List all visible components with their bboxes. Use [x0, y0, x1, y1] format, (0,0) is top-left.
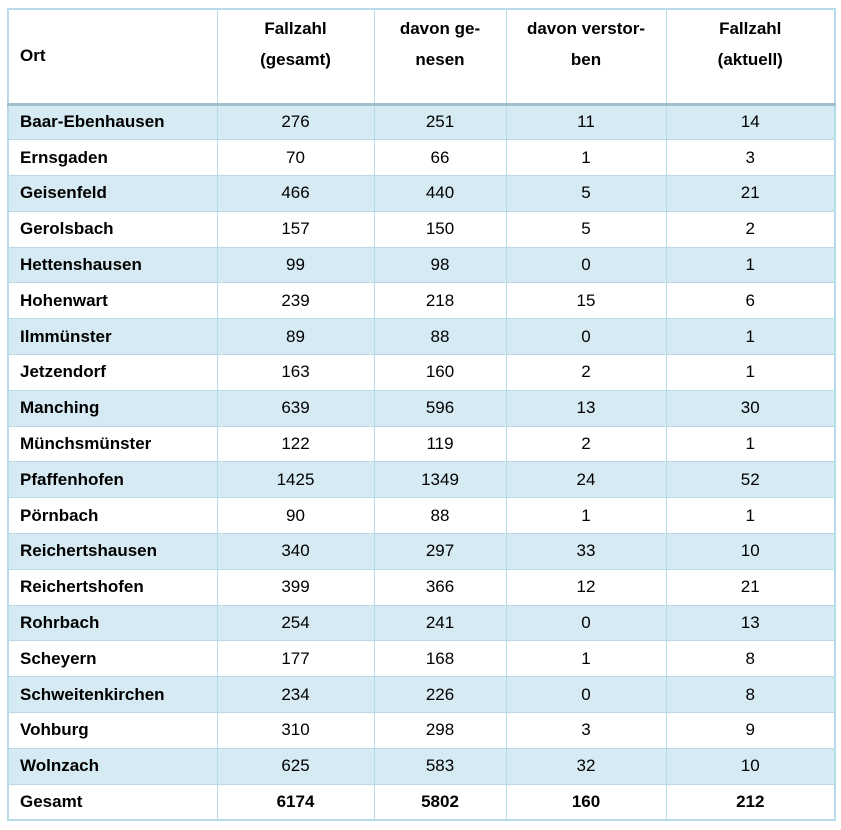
- ort-cell: Ilmmünster: [8, 319, 217, 355]
- ort-cell: Gerolsbach: [8, 211, 217, 247]
- header-line: nesen: [415, 50, 465, 69]
- ort-cell: Hettenshausen: [8, 247, 217, 283]
- fallzahl-aktuell-cell: 9: [666, 713, 835, 749]
- ort-cell: Geisenfeld: [8, 176, 217, 212]
- fallzahl-aktuell-cell: 52: [666, 462, 835, 498]
- davon-genesen-cell: 150: [374, 211, 506, 247]
- davon-genesen-cell: 218: [374, 283, 506, 319]
- covid-cases-table: [7, 8, 836, 821]
- davon-genesen-cell: 168: [374, 641, 506, 677]
- davon-verstorben-cell: 2: [506, 426, 666, 462]
- davon-verstorben-cell: 13: [506, 390, 666, 426]
- davon-genesen-cell: 366: [374, 569, 506, 605]
- column-header-davon-genesen: [374, 9, 506, 104]
- davon-verstorben-cell: 1: [506, 140, 666, 176]
- davon-genesen-cell: 596: [374, 390, 506, 426]
- davon-genesen-cell: 583: [374, 748, 506, 784]
- fallzahl-gesamt-cell: 157: [217, 211, 374, 247]
- ort-cell: Reichertshausen: [8, 534, 217, 570]
- column-header-fallzahl-aktuell: [666, 9, 835, 104]
- ort-cell: Hohenwart: [8, 283, 217, 319]
- table-row: [8, 390, 835, 426]
- fallzahl-gesamt-cell: 234: [217, 677, 374, 713]
- fallzahl-aktuell-cell: 10: [666, 534, 835, 570]
- table-row: [8, 247, 835, 283]
- table-row: [8, 462, 835, 498]
- fallzahl-gesamt-cell: 1425: [217, 462, 374, 498]
- davon-verstorben-cell: 3: [506, 713, 666, 749]
- table-row: [8, 140, 835, 176]
- davon-verstorben-cell: 32: [506, 748, 666, 784]
- davon-genesen-cell: 226: [374, 677, 506, 713]
- davon-verstorben-cell: 12: [506, 569, 666, 605]
- fallzahl-gesamt-cell: 70: [217, 140, 374, 176]
- fallzahl-aktuell-cell: 8: [666, 677, 835, 713]
- fallzahl-gesamt-cell: 122: [217, 426, 374, 462]
- table-row: [8, 677, 835, 713]
- davon-verstorben-cell: 0: [506, 247, 666, 283]
- davon-verstorben-cell: 33: [506, 534, 666, 570]
- table-row: [8, 534, 835, 570]
- davon-genesen-cell: 298: [374, 713, 506, 749]
- table-row: [8, 283, 835, 319]
- davon-verstorben-cell: 24: [506, 462, 666, 498]
- fallzahl-gesamt-cell: 310: [217, 713, 374, 749]
- ort-cell: Baar-Ebenhausen: [8, 104, 217, 140]
- fallzahl-aktuell-cell: 8: [666, 641, 835, 677]
- header-line: (aktuell): [717, 50, 783, 69]
- davon-verstorben-cell: 11: [506, 104, 666, 140]
- fallzahl-aktuell-cell: 6: [666, 283, 835, 319]
- davon-verstorben-cell: 160: [506, 784, 666, 820]
- davon-genesen-cell: 5802: [374, 784, 506, 820]
- fallzahl-aktuell-cell: 10: [666, 748, 835, 784]
- fallzahl-aktuell-cell: 1: [666, 355, 835, 391]
- fallzahl-aktuell-cell: 2: [666, 211, 835, 247]
- table-row: [8, 104, 835, 140]
- davon-verstorben-cell: 15: [506, 283, 666, 319]
- davon-verstorben-cell: 0: [506, 319, 666, 355]
- fallzahl-gesamt-cell: 639: [217, 390, 374, 426]
- table-row: [8, 319, 835, 355]
- ort-cell: Pfaffenhofen: [8, 462, 217, 498]
- davon-verstorben-cell: 1: [506, 641, 666, 677]
- davon-genesen-cell: 160: [374, 355, 506, 391]
- fallzahl-gesamt-cell: 625: [217, 748, 374, 784]
- table-row: [8, 713, 835, 749]
- fallzahl-aktuell-cell: 1: [666, 426, 835, 462]
- header-line: Fallzahl: [719, 19, 782, 38]
- table-row: [8, 211, 835, 247]
- fallzahl-gesamt-cell: 340: [217, 534, 374, 570]
- fallzahl-aktuell-cell: 21: [666, 569, 835, 605]
- fallzahl-gesamt-cell: 239: [217, 283, 374, 319]
- ort-cell: Münchsmünster: [8, 426, 217, 462]
- fallzahl-gesamt-cell: 99: [217, 247, 374, 283]
- fallzahl-aktuell-cell: 13: [666, 605, 835, 641]
- table-row: [8, 605, 835, 641]
- fallzahl-gesamt-cell: 254: [217, 605, 374, 641]
- fallzahl-gesamt-cell: 399: [217, 569, 374, 605]
- ort-cell: Wolnzach: [8, 748, 217, 784]
- fallzahl-aktuell-cell: 3: [666, 140, 835, 176]
- davon-genesen-cell: 66: [374, 140, 506, 176]
- ort-cell: Gesamt: [8, 784, 217, 820]
- table-row: [8, 426, 835, 462]
- ort-cell: Rohrbach: [8, 605, 217, 641]
- davon-verstorben-cell: 0: [506, 605, 666, 641]
- header-line: Ort: [20, 46, 46, 66]
- ort-cell: Ernsgaden: [8, 140, 217, 176]
- ort-cell: Manching: [8, 390, 217, 426]
- davon-genesen-cell: 297: [374, 534, 506, 570]
- ort-cell: Scheyern: [8, 641, 217, 677]
- ort-cell: Pörnbach: [8, 498, 217, 534]
- davon-verstorben-cell: 2: [506, 355, 666, 391]
- fallzahl-gesamt-cell: 90: [217, 498, 374, 534]
- davon-verstorben-cell: 5: [506, 176, 666, 212]
- header-line: davon ge-: [399, 19, 481, 38]
- table-row: [8, 498, 835, 534]
- total-row: [8, 784, 835, 820]
- fallzahl-aktuell-cell: 30: [666, 390, 835, 426]
- fallzahl-gesamt-cell: 163: [217, 355, 374, 391]
- fallzahl-aktuell-cell: 21: [666, 176, 835, 212]
- davon-verstorben-cell: 1: [506, 498, 666, 534]
- fallzahl-aktuell-cell: 212: [666, 784, 835, 820]
- table-body: [8, 104, 835, 820]
- header-line: ben: [570, 50, 602, 69]
- davon-genesen-cell: 1349: [374, 462, 506, 498]
- table-row: [8, 748, 835, 784]
- davon-genesen-cell: 241: [374, 605, 506, 641]
- davon-verstorben-cell: 5: [506, 211, 666, 247]
- davon-genesen-cell: 251: [374, 104, 506, 140]
- column-header-davon-verstorben: [506, 9, 666, 104]
- davon-genesen-cell: 88: [374, 498, 506, 534]
- header-line: davon verstor-: [526, 19, 646, 38]
- header-line: Fallzahl: [264, 19, 327, 38]
- table-row: [8, 569, 835, 605]
- davon-genesen-cell: 88: [374, 319, 506, 355]
- table-row: [8, 355, 835, 391]
- table-row: [8, 176, 835, 212]
- table-row: [8, 641, 835, 677]
- column-header-ort: [8, 9, 217, 104]
- fallzahl-aktuell-cell: 1: [666, 498, 835, 534]
- fallzahl-gesamt-cell: 6174: [217, 784, 374, 820]
- fallzahl-aktuell-cell: 1: [666, 319, 835, 355]
- fallzahl-gesamt-cell: 466: [217, 176, 374, 212]
- header-line: (gesamt): [260, 50, 331, 69]
- davon-genesen-cell: 98: [374, 247, 506, 283]
- ort-cell: Jetzendorf: [8, 355, 217, 391]
- column-header-fallzahl-gesamt: [217, 9, 374, 104]
- fallzahl-aktuell-cell: 14: [666, 104, 835, 140]
- ort-cell: Schweitenkirchen: [8, 677, 217, 713]
- fallzahl-gesamt-cell: 276: [217, 104, 374, 140]
- fallzahl-gesamt-cell: 177: [217, 641, 374, 677]
- davon-genesen-cell: 119: [374, 426, 506, 462]
- fallzahl-gesamt-cell: 89: [217, 319, 374, 355]
- header-row: [8, 9, 835, 104]
- ort-cell: Vohburg: [8, 713, 217, 749]
- ort-cell: Reichertshofen: [8, 569, 217, 605]
- davon-verstorben-cell: 0: [506, 677, 666, 713]
- fallzahl-aktuell-cell: 1: [666, 247, 835, 283]
- davon-genesen-cell: 440: [374, 176, 506, 212]
